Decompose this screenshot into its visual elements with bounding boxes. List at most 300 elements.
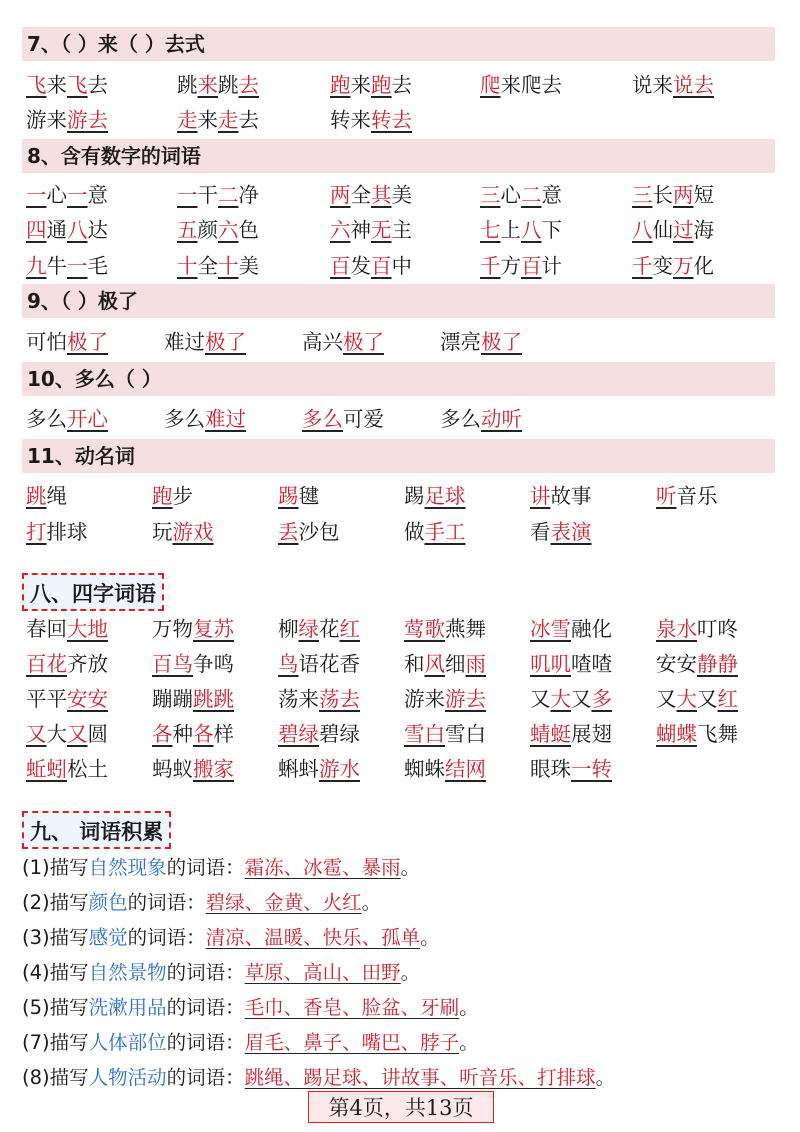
given-text: 来爬去	[500, 73, 562, 97]
answer-text: 蝴蝶	[656, 722, 697, 746]
given-text: 意	[541, 183, 562, 207]
answer-text: 九	[26, 254, 47, 278]
given-text: 心	[500, 183, 521, 207]
answer-text: 一	[177, 183, 198, 207]
given-text: 细	[445, 652, 466, 676]
word-item	[278, 647, 360, 681]
word-item	[530, 479, 592, 513]
word-item	[530, 515, 592, 549]
word-item	[152, 717, 234, 751]
vocabulary-line	[22, 956, 420, 990]
answer-text: 走	[218, 108, 239, 132]
answer-text: 雪白	[404, 722, 445, 746]
given-text: 碧绿	[319, 722, 360, 746]
given-text: 美	[238, 254, 259, 278]
topic-text: 颜色	[88, 891, 128, 914]
section-7-heading: 7、（ ）来（ ）去式	[22, 27, 775, 61]
answer-text: 百花	[26, 652, 67, 676]
word-item	[656, 682, 738, 716]
word-item	[530, 717, 612, 751]
word-item	[152, 515, 214, 549]
given-text: 上	[500, 218, 521, 242]
line-end: 。	[400, 856, 421, 879]
word-item	[440, 325, 522, 359]
idiom-row	[0, 612, 800, 646]
answer-text: 莺歌	[404, 617, 445, 641]
answer-text: 跳跳	[193, 687, 234, 711]
answer-text: 各	[152, 722, 173, 746]
answer-text: 表演	[550, 520, 592, 544]
answer-text: 千	[632, 254, 653, 278]
given-text: 短	[693, 183, 714, 207]
answer-text: 各	[193, 722, 214, 746]
given-text: 下	[541, 218, 562, 242]
given-text: 净	[238, 183, 259, 207]
answer-text: 又	[26, 722, 47, 746]
word-item	[404, 682, 486, 716]
given-text: 叮咚	[697, 617, 738, 641]
section-10-row	[0, 402, 800, 436]
answer-text: 跑	[330, 73, 351, 97]
answer-text: 打	[26, 520, 47, 544]
given-text: 高兴	[302, 330, 343, 354]
answer-text: 飞	[26, 73, 47, 97]
word-item	[26, 402, 108, 436]
given-text: 海	[693, 218, 714, 242]
given-text: 色	[238, 218, 259, 242]
answer-text: 极了	[205, 330, 246, 354]
line-end: 。	[420, 926, 440, 949]
answer-text: 难过	[205, 407, 246, 431]
given-text: 去	[87, 73, 108, 97]
answer-text: 跳	[26, 484, 47, 508]
answer-text: 十	[177, 254, 198, 278]
answer-text: 万	[673, 254, 694, 278]
answer-text: 过	[673, 218, 694, 242]
vocabulary-line	[22, 1061, 615, 1095]
given-text: 说来	[632, 73, 673, 97]
word-item	[404, 647, 486, 681]
answer-text: 搬家	[193, 757, 234, 781]
answer-text: 荡去	[319, 687, 360, 711]
given-text: 牛	[46, 254, 67, 278]
topic-text: 人体部位	[88, 1031, 167, 1054]
answer-text: 七	[480, 218, 501, 242]
word-item	[632, 213, 714, 247]
answer-text: 毛巾、香皂、脸盆、牙刷	[244, 996, 460, 1019]
given-text: 又	[697, 687, 718, 711]
word-item	[26, 515, 88, 549]
answer-text: 八	[67, 218, 88, 242]
word-item	[330, 103, 412, 137]
word-item	[177, 213, 259, 247]
word-item	[480, 249, 562, 283]
given-text: 可爱	[343, 407, 384, 431]
given-text: 全	[197, 254, 218, 278]
given-text: 又	[530, 687, 551, 711]
topic-text: 感觉	[88, 926, 128, 949]
answer-text: 清凉、温暖、快乐、孤单	[205, 926, 421, 949]
answer-text: 跑	[371, 73, 392, 97]
answer-text: 丢	[278, 520, 299, 544]
section-8-row	[0, 178, 800, 212]
answer-text: 四	[26, 218, 47, 242]
word-item	[632, 68, 714, 102]
given-text: 多么	[440, 407, 481, 431]
answer-text: 去	[238, 73, 259, 97]
answer-text: 二	[218, 183, 239, 207]
line-end: 。	[459, 1031, 479, 1054]
given-text: 难过	[164, 330, 205, 354]
word-item	[278, 515, 340, 549]
section-11-heading: 11、动名词	[22, 439, 775, 473]
vocabulary-accumulation-heading: 九、 词语积累	[22, 811, 171, 849]
given-text: 干	[197, 183, 218, 207]
answer-text: 开心	[67, 407, 108, 431]
given-text: 音乐	[676, 484, 718, 508]
answer-text: 蜻蜓	[530, 722, 571, 746]
answer-text: 百	[371, 254, 392, 278]
line-prefix: (3)描写	[22, 926, 89, 949]
line-end: 。	[459, 996, 479, 1019]
word-item	[530, 752, 612, 786]
word-item	[530, 682, 612, 716]
answer-text: 五	[177, 218, 198, 242]
line-connector: 的词语：	[166, 856, 245, 879]
given-text: 多么	[164, 407, 205, 431]
given-text: 绳	[46, 484, 67, 508]
given-text: 化	[693, 254, 714, 278]
given-text: 飞舞	[697, 722, 738, 746]
given-text: 平平	[26, 687, 67, 711]
word-item	[480, 178, 562, 212]
given-text: 花	[319, 617, 340, 641]
vocabulary-line	[22, 886, 381, 920]
given-text: 心	[46, 183, 67, 207]
word-item	[632, 178, 714, 212]
given-text: 燕舞	[445, 617, 486, 641]
given-text: 安安	[656, 652, 697, 676]
given-text: 柳	[278, 617, 299, 641]
answer-text: 碧绿、金黄、火红	[205, 891, 362, 914]
line-connector: 的词语：	[166, 996, 245, 1019]
given-text: 毽	[298, 484, 319, 508]
answer-text: 跑	[152, 484, 173, 508]
answer-text: 又	[67, 722, 88, 746]
page-number: 第4页，共13页	[308, 1091, 494, 1123]
word-item	[330, 249, 412, 283]
section-9-row	[0, 325, 800, 359]
given-text: 可怕	[26, 330, 67, 354]
word-item	[177, 103, 259, 137]
given-text: 雪白	[445, 722, 486, 746]
given-text: 转来	[330, 108, 371, 132]
given-text: 中	[391, 254, 412, 278]
given-text: 来	[197, 108, 218, 132]
line-end: 。	[595, 1066, 616, 1089]
answer-text: 一	[67, 254, 88, 278]
answer-text: 无	[371, 218, 392, 242]
given-text: 圆	[87, 722, 108, 746]
answer-text: 八	[521, 218, 542, 242]
given-text: 踢	[404, 484, 425, 508]
word-item	[152, 647, 234, 681]
answer-text: 极了	[481, 330, 522, 354]
answer-text: 一	[26, 183, 47, 207]
answer-text: 百	[330, 254, 351, 278]
given-text: 全	[350, 183, 371, 207]
answer-text: 一转	[571, 757, 612, 781]
vocabulary-line	[22, 851, 420, 885]
answer-text: 百	[521, 254, 542, 278]
answer-text: 游水	[319, 757, 360, 781]
word-item	[330, 178, 412, 212]
given-text: 玩	[152, 520, 173, 544]
answer-text: 转去	[371, 108, 412, 132]
four-character-idioms-heading: 八、四字词语	[22, 573, 164, 611]
answer-text: 来	[197, 73, 218, 97]
word-item	[656, 717, 738, 751]
given-text: 变	[652, 254, 673, 278]
section-8-row	[0, 249, 800, 283]
answer-text: 两	[673, 183, 694, 207]
answer-text: 红	[717, 687, 738, 711]
given-text: 步	[172, 484, 193, 508]
answer-text: 三	[480, 183, 501, 207]
answer-text: 游戏	[172, 520, 214, 544]
answer-text: 红	[339, 617, 360, 641]
given-text: 游来	[26, 108, 67, 132]
word-item	[26, 249, 108, 283]
answer-text: 手工	[424, 520, 466, 544]
word-item	[177, 178, 259, 212]
given-text: 去	[238, 108, 259, 132]
word-item	[26, 68, 108, 102]
given-text: 蹦蹦	[152, 687, 193, 711]
section-9-heading: 9、（ ）极了	[22, 284, 775, 318]
answer-text: 泉水	[656, 617, 697, 641]
topic-text: 自然现象	[88, 856, 167, 879]
answer-text: 多么	[302, 407, 343, 431]
given-text: 样	[213, 722, 234, 746]
line-prefix: (5)描写	[22, 996, 89, 1019]
word-item	[330, 213, 412, 247]
word-item	[656, 479, 718, 513]
vocabulary-line	[22, 1026, 479, 1060]
answer-text: 冰雪	[530, 617, 571, 641]
answer-text: 讲	[530, 484, 551, 508]
given-text: 神	[350, 218, 371, 242]
line-prefix: (2)描写	[22, 891, 89, 914]
answer-text: 听	[656, 484, 677, 508]
line-end: 。	[400, 961, 421, 984]
word-item	[26, 103, 108, 137]
word-item	[278, 752, 360, 786]
line-prefix: (7)描写	[22, 1031, 89, 1054]
word-item	[278, 717, 360, 751]
word-item	[164, 325, 246, 359]
answer-text: 复苏	[193, 617, 234, 641]
word-item	[26, 479, 67, 513]
word-item	[152, 752, 234, 786]
word-item	[278, 479, 319, 513]
answer-text: 游去	[445, 687, 486, 711]
answer-text: 三	[632, 183, 653, 207]
line-prefix: (1)描写	[22, 856, 89, 879]
answer-text: 足球	[424, 484, 466, 508]
idiom-row	[0, 717, 800, 751]
answer-text: 爬	[480, 73, 501, 97]
answer-text: 八	[632, 218, 653, 242]
word-item	[404, 515, 466, 549]
given-text: 语花香	[298, 652, 360, 676]
answer-text: 踢	[278, 484, 299, 508]
given-text: 通	[46, 218, 67, 242]
word-item	[26, 612, 108, 646]
answer-text: 一	[67, 183, 88, 207]
section-11-row	[0, 515, 800, 549]
given-text: 眼珠	[530, 757, 571, 781]
given-text: 长	[652, 183, 673, 207]
word-item	[26, 752, 108, 786]
given-text: 春回	[26, 617, 67, 641]
given-text: 荡来	[278, 687, 319, 711]
answer-text: 大地	[67, 617, 108, 641]
given-text: 展翅	[571, 722, 612, 746]
given-text: 沙包	[298, 520, 340, 544]
word-item	[26, 325, 108, 359]
word-item	[404, 479, 466, 513]
word-item	[530, 612, 612, 646]
answer-text: 极了	[343, 330, 384, 354]
given-text: 又	[656, 687, 677, 711]
given-text: 来	[46, 73, 67, 97]
answer-text: 静静	[697, 652, 738, 676]
topic-text: 人物活动	[88, 1066, 167, 1089]
vocabulary-line	[22, 991, 479, 1025]
given-text: 蜘蛛	[404, 757, 445, 781]
line-connector: 的词语：	[127, 926, 206, 949]
idiom-row	[0, 647, 800, 681]
given-text: 达	[87, 218, 108, 242]
given-text: 来	[350, 73, 371, 97]
section-11-row	[0, 479, 800, 513]
answer-text: 十	[218, 254, 239, 278]
answer-text: 说去	[673, 73, 714, 97]
answer-text: 草原、高山、田野	[244, 961, 401, 984]
word-item	[656, 612, 738, 646]
given-text: 万物	[152, 617, 193, 641]
word-item	[152, 612, 234, 646]
answer-text: 动听	[481, 407, 522, 431]
answer-text: 千	[480, 254, 501, 278]
answer-text: 蚯蚓	[26, 757, 67, 781]
word-item	[26, 717, 108, 751]
word-item	[404, 612, 486, 646]
word-item	[440, 402, 522, 436]
given-text: 蝌蚪	[278, 757, 319, 781]
line-connector: 的词语：	[166, 1031, 245, 1054]
word-item	[404, 717, 486, 751]
answer-text: 百鸟	[152, 652, 193, 676]
answer-text: 六	[218, 218, 239, 242]
given-text: 美	[391, 183, 412, 207]
word-item	[152, 682, 234, 716]
answer-text: 二	[521, 183, 542, 207]
word-item	[177, 249, 259, 283]
word-item	[302, 402, 384, 436]
line-end: 。	[361, 891, 382, 914]
given-text: 计	[541, 254, 562, 278]
word-item	[26, 682, 108, 716]
given-text: 齐放	[67, 652, 108, 676]
given-text: 融化	[571, 617, 612, 641]
word-item	[480, 68, 562, 102]
given-text: 跳	[177, 73, 198, 97]
word-item	[164, 402, 246, 436]
vocabulary-line	[22, 921, 440, 955]
answer-text: 眉毛、鼻子、嘴巴、脖子	[244, 1031, 460, 1054]
topic-text: 洗漱用品	[88, 996, 167, 1019]
answer-text: 六	[330, 218, 351, 242]
answer-text: 大	[676, 687, 697, 711]
section-10-heading: 10、多么（ ）	[22, 362, 775, 396]
word-item	[278, 682, 360, 716]
answer-text: 多	[591, 687, 612, 711]
word-item	[302, 325, 384, 359]
answer-text: 结网	[445, 757, 486, 781]
given-text: 去	[391, 73, 412, 97]
section-7-row	[0, 68, 800, 102]
word-item	[632, 249, 714, 283]
word-item	[330, 68, 412, 102]
idiom-row	[0, 682, 800, 716]
answer-text: 大	[550, 687, 571, 711]
given-text: 主	[391, 218, 412, 242]
word-item	[404, 752, 486, 786]
given-text: 发	[350, 254, 371, 278]
section-7-row	[0, 103, 800, 137]
given-text: 和	[404, 652, 425, 676]
answer-text: 绿	[298, 617, 319, 641]
given-text: 做	[404, 520, 425, 544]
answer-text: 飞	[67, 73, 88, 97]
given-text: 又	[571, 687, 592, 711]
given-text: 漂亮	[440, 330, 481, 354]
section-8-row	[0, 213, 800, 247]
answer-text: 跳绳、踢足球、讲故事、听音乐、打排球	[244, 1066, 596, 1089]
answer-text: 雨	[465, 652, 486, 676]
given-text: 蚂蚁	[152, 757, 193, 781]
answer-text: 叽叽	[530, 652, 571, 676]
given-text: 喳喳	[571, 652, 612, 676]
line-connector: 的词语：	[166, 961, 245, 984]
given-text: 跳	[218, 73, 239, 97]
given-text: 毛	[87, 254, 108, 278]
word-item	[656, 647, 738, 681]
given-text: 大	[46, 722, 67, 746]
answer-text: 其	[371, 183, 392, 207]
topic-text: 自然景物	[88, 961, 167, 984]
word-item	[530, 647, 612, 681]
given-text: 故事	[550, 484, 592, 508]
given-text: 颜	[197, 218, 218, 242]
line-connector: 的词语：	[127, 891, 206, 914]
given-text: 松土	[67, 757, 108, 781]
given-text: 多么	[26, 407, 67, 431]
section-8-heading: 8、含有数字的词语	[22, 139, 775, 173]
word-item	[152, 479, 193, 513]
